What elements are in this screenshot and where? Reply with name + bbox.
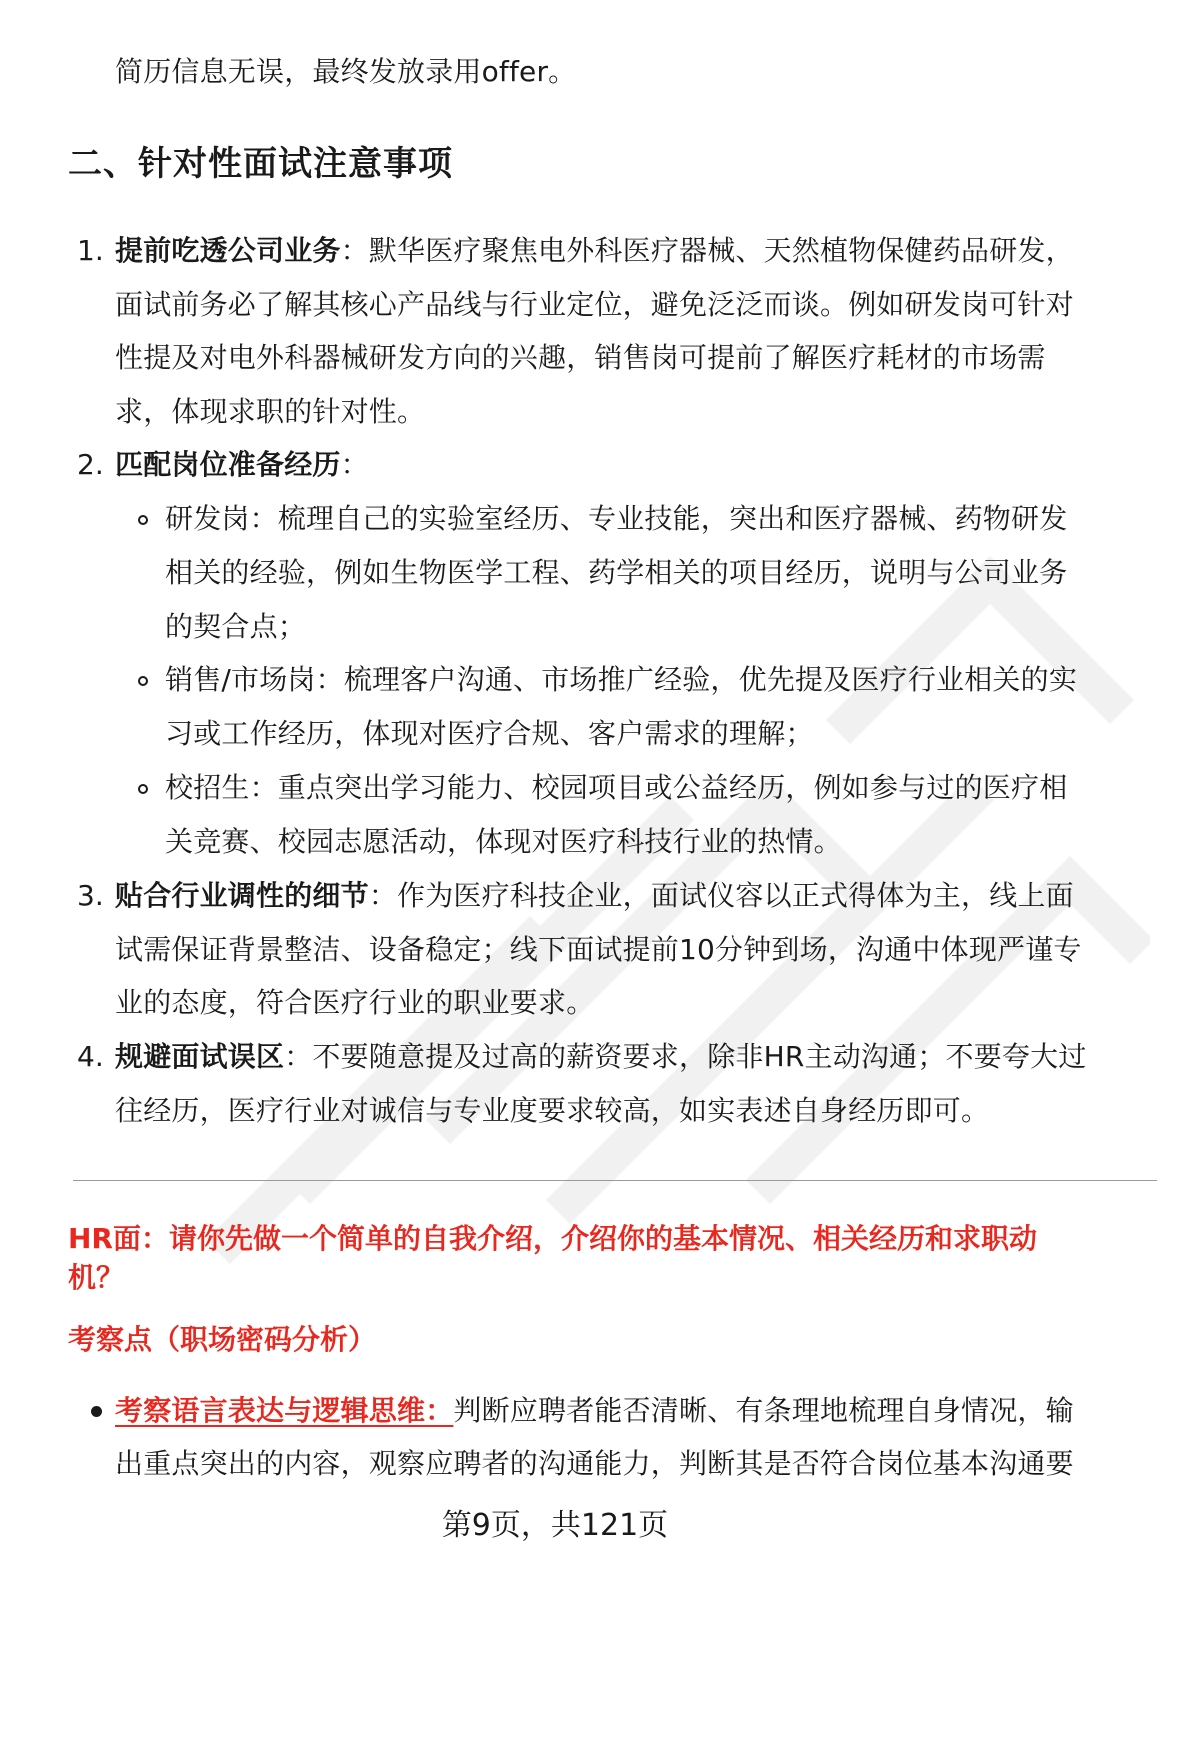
- list-item-3-line-1: [115, 876, 1074, 916]
- section-heading: 二、针对性面试注意事项: [68, 144, 453, 184]
- sub-bullet-icon: [138, 676, 148, 686]
- list-item-2-label: 匹配岗位准备经历: [115, 448, 341, 481]
- list-number-3: 3.: [77, 879, 104, 912]
- sub-item-research-line-2: 相关的经验，例如生物医学工程、药学相关的项目经历，说明与公司业务: [165, 556, 1068, 589]
- analysis-bullet-line-1: [115, 1391, 1074, 1431]
- list-item-3-label: 贴合行业调性的细节: [115, 879, 369, 912]
- analysis-bullet-text: 判断应聘者能否清晰、有条理地梳理自身情况，输: [453, 1394, 1074, 1427]
- sub-item-campus-line-2: 关竞赛、校园志愿活动，体现对医疗科技行业的热情。: [165, 825, 842, 858]
- list-item-1-label: 提前吃透公司业务: [115, 234, 341, 267]
- list-item-1-line-4: 求，体现求职的针对性。: [115, 395, 426, 428]
- sub-item-sales-line-1: 销售/市场岗：梳理客户沟通、市场推广经验，优先提及医疗行业相关的实: [165, 663, 1078, 696]
- sub-bullet-icon: [138, 515, 148, 525]
- list-item-4-label: 规避面试误区: [115, 1040, 285, 1073]
- analysis-bullet-label: 考察语言表达与逻辑思维：: [115, 1394, 454, 1427]
- list-item-1-line-1: [115, 231, 1074, 271]
- list-item-2-line-1: [115, 445, 369, 485]
- list-item-1-text: 默华医疗聚焦电外科医疗器械、天然植物保健药品研发，: [368, 234, 1074, 267]
- sub-item-research-line-1: 研发岗：梳理自己的实验室经历、专业技能，突出和医疗器械、药物研发: [165, 502, 1068, 535]
- list-item-4-line-1: [115, 1037, 1087, 1077]
- intro-line: 简历信息无误，最终发放录用offer。: [115, 55, 577, 88]
- list-item-3-line-2: 试需保证背景整洁、设备稳定；线下面试提前10分钟到场，沟通中体现严谨专: [115, 933, 1082, 966]
- list-item-4-line-2: 往经历，医疗行业对诚信与专业度要求较高，如实表述自身经历即可。: [115, 1094, 990, 1127]
- list-item-3-line-3: 业的态度，符合医疗行业的职业要求。: [115, 986, 595, 1019]
- analysis-title: 考察点（职场密码分析）: [68, 1323, 377, 1356]
- page-footer: 第9页，共121页: [441, 1508, 669, 1543]
- list-item-3-text: 作为医疗科技企业，面试仪容以正式得体为主，线上面: [397, 879, 1074, 912]
- hr-question-line-1: HR面：请你先做一个简单的自我介绍，介绍你的基本情况、相关经历和求职动: [68, 1222, 1037, 1255]
- bullet-icon: [91, 1406, 102, 1417]
- analysis-bullet-line-2: 出重点突出的内容，观察应聘者的沟通能力，判断其是否符合岗位基本沟通要: [115, 1447, 1074, 1480]
- list-number-4: 4.: [77, 1040, 104, 1073]
- hr-question-line-2: 机？: [68, 1261, 125, 1294]
- section-divider: [73, 1180, 1157, 1181]
- label-colon: ：: [340, 448, 369, 481]
- list-item-1-line-3: 性提及对电外科器械研发方向的兴趣，销售岗可提前了解医疗耗材的市场需: [115, 341, 1046, 374]
- sub-item-sales-line-2: 习或工作经历，体现对医疗合规、客户需求的理解；: [165, 717, 814, 750]
- sub-item-research-line-3: 的契合点；: [165, 610, 307, 643]
- list-item-4-text: 不要随意提及过高的薪资要求，除非HR主动沟通；不要夸大过: [312, 1040, 1087, 1073]
- label-colon: ：: [368, 879, 398, 912]
- list-item-1-line-2: 面试前务必了解其核心产品线与行业定位，避免泛泛而谈。例如研发岗可针对: [115, 288, 1074, 321]
- sub-item-campus-line-1: 校招生：重点突出学习能力、校园项目或公益经历，例如参与过的医疗相: [165, 771, 1068, 804]
- list-number-1: 1.: [77, 234, 104, 267]
- list-number-2: 2.: [77, 448, 104, 481]
- label-colon: ：: [340, 234, 369, 267]
- label-colon: ：: [284, 1040, 313, 1073]
- sub-bullet-icon: [138, 784, 148, 794]
